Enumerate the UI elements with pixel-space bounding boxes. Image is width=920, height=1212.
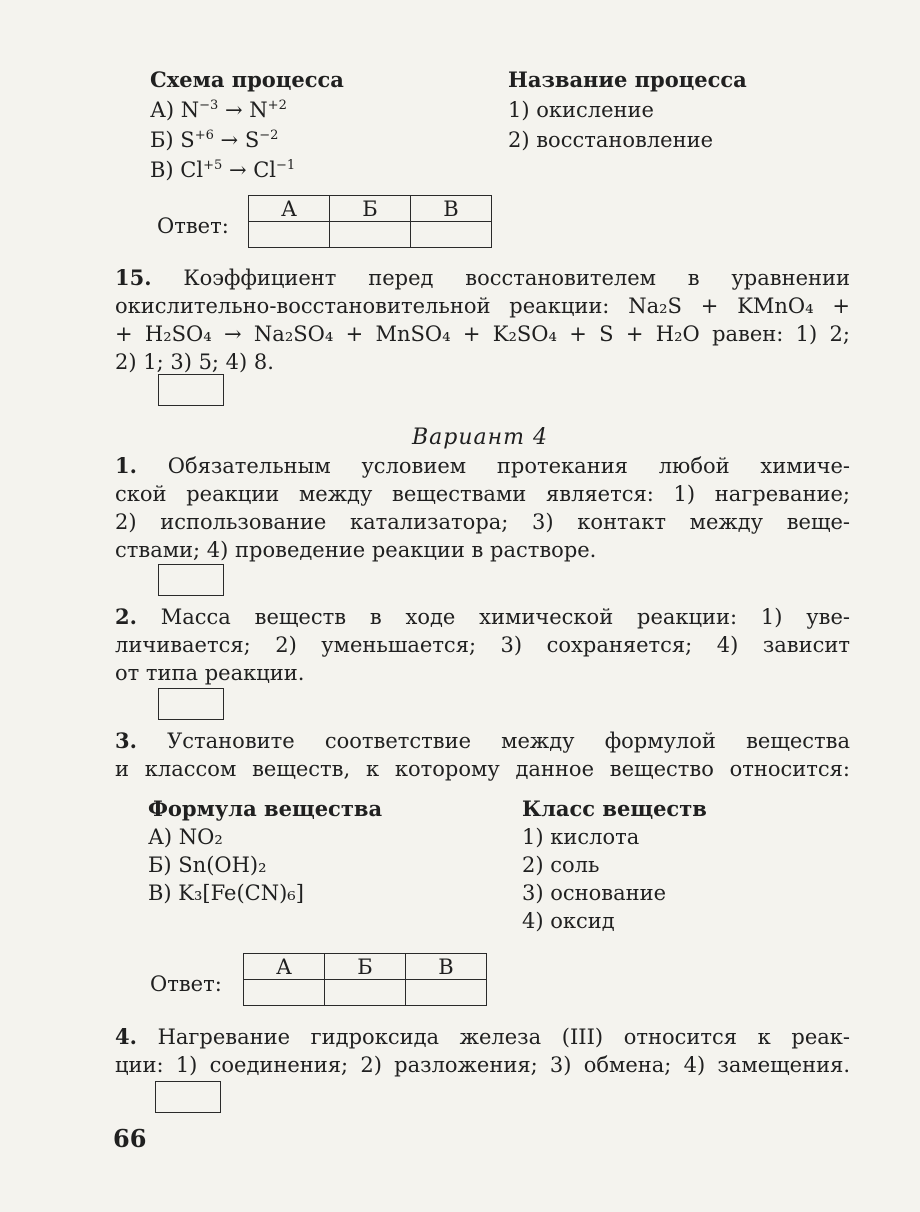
answer-cell-c[interactable] <box>411 222 492 248</box>
scheme-b: Б) $S^{+6} \to S^{-2}$ <box>150 128 279 152</box>
class-3: 3) основание <box>522 881 667 905</box>
page-number: 66 <box>113 1124 147 1153</box>
q15-line-3: + H₂SO₄ → Na₂SO₄ + MnSO₄ + K₂SO₄ + S + H₂O равен: 1) 2; <box>115 322 850 346</box>
q1-line-1: 1. Обязательным условием протекания любой химиче- <box>115 453 850 478</box>
q2-answer-box[interactable] <box>158 688 224 720</box>
q15-line-1: 15. Коэффициент перед восстановителем в уравнении <box>115 265 850 290</box>
process-name-heading: Название процесса <box>508 67 747 92</box>
q1-line-3: 2) использование катализатора; 3) контакт между веще- <box>115 510 850 534</box>
answer-cell-a[interactable] <box>244 980 325 1006</box>
q3-line-1: 3. Установите соответствие между формулой вещества <box>115 728 850 753</box>
q2-line-3: от типа реакции. <box>115 661 305 685</box>
variant-title: Вариант 4 <box>412 425 548 450</box>
formula-c: В) K₃[Fe(CN)₆] <box>148 881 304 905</box>
answer-cell-b[interactable] <box>330 222 411 248</box>
answer-label-q3: Ответ: <box>150 972 222 996</box>
answer-col-b: Б <box>330 196 411 222</box>
q2-line-2: личивается; 2) уменьшается; 3) сохраняется; 4) зависит <box>115 633 850 657</box>
q4-line-2: ции: 1) соединения; 2) разложения; 3) обмена; 4) замещения. <box>115 1053 850 1077</box>
answer-col-a: А <box>244 954 325 980</box>
answer-col-c: В <box>406 954 487 980</box>
class-1: 1) кислота <box>522 825 640 849</box>
q15-line-4: 2) 1; 3) 5; 4) 8. <box>115 350 274 374</box>
class-4: 4) оксид <box>522 909 615 933</box>
q3-line-2: и классом веществ, к которому данное вещество относится: <box>115 757 850 781</box>
formula-a: А) NO₂ <box>148 825 223 849</box>
scheme-heading: Схема процесса <box>150 67 344 92</box>
q2-line-1: 2. Масса веществ в ходе химической реакции: 1) уве- <box>115 604 850 629</box>
answer-cell-c[interactable] <box>406 980 487 1006</box>
scheme-c: В) $Cl^{+5} \to Cl^{-1}$ <box>150 158 296 182</box>
answer-table-top <box>248 195 492 248</box>
q1-line-4: ствами; 4) проведение реакции в растворе. <box>115 538 597 562</box>
answer-cell-b[interactable] <box>325 980 406 1006</box>
answer-table-q3 <box>243 953 487 1006</box>
scheme-a: А) $N^{-3} \to N^{+2}$ <box>150 98 287 122</box>
process-name-2: 2) восстановление <box>508 128 714 152</box>
answer-col-b: Б <box>325 954 406 980</box>
answer-label-top: Ответ: <box>157 214 229 238</box>
q1-line-2: ской реакции между веществами является: 1) нагревание; <box>115 482 850 506</box>
answer-cell-a[interactable] <box>249 222 330 248</box>
class-heading: Класс веществ <box>522 796 707 821</box>
class-2: 2) соль <box>522 853 600 877</box>
q1-answer-box[interactable] <box>158 564 224 596</box>
formula-b: Б) Sn(OH)₂ <box>148 853 267 877</box>
process-name-1: 1) окисление <box>508 98 654 122</box>
answer-col-a: А <box>249 196 330 222</box>
answer-col-c: В <box>411 196 492 222</box>
q4-answer-box[interactable] <box>155 1081 221 1113</box>
q15-answer-box[interactable] <box>158 374 224 406</box>
q4-line-1: 4. Нагревание гидроксида железа (III) относится к реак- <box>115 1024 850 1049</box>
q15-line-2: окислительно-восстановительной реакции: Na₂S + KMnO₄ + <box>115 294 850 318</box>
formula-heading: Формула вещества <box>148 796 383 821</box>
